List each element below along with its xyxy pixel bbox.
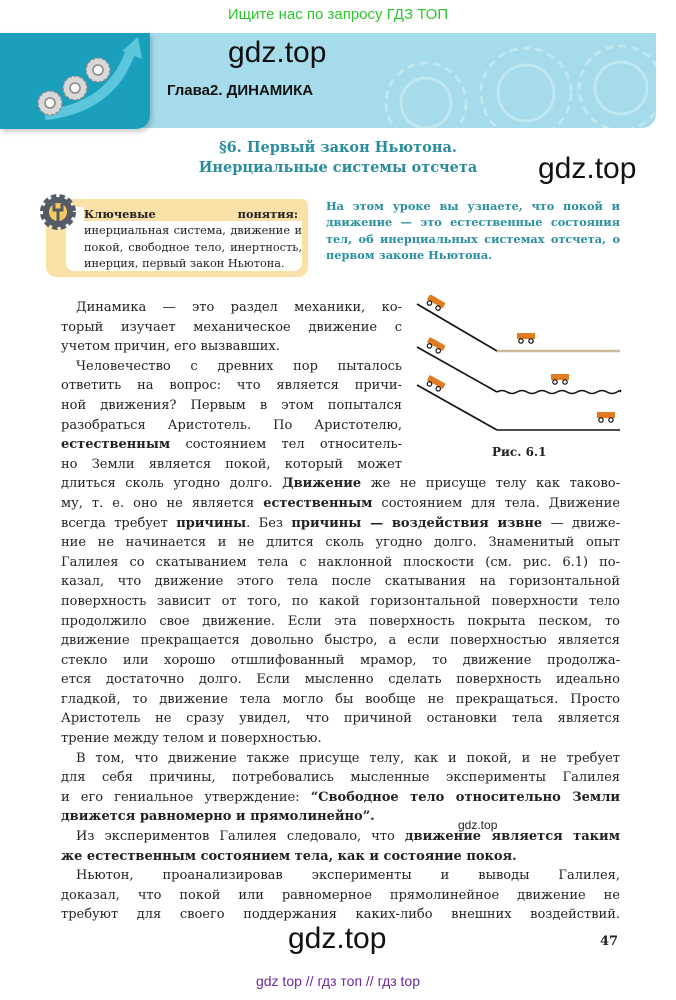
text-line bbox=[61, 768, 620, 788]
bold-term: Движение bbox=[282, 476, 362, 492]
bold-term: движение является таким bbox=[404, 829, 620, 845]
text-segment: всегда требует bbox=[61, 515, 177, 531]
bold-term: естественным bbox=[263, 495, 373, 511]
text-segment: торый изучает механическое движение с bbox=[61, 319, 402, 335]
text-segment: Ньютон, проанализировав эксперименты и выводы Галилея, bbox=[76, 868, 620, 884]
text-segment: Аристотель не сразу увидел, что причиной остановки тела является bbox=[61, 711, 620, 727]
text-segment: Из экспериментов Галилея следовало, что bbox=[76, 829, 405, 845]
text-line bbox=[61, 690, 620, 710]
text-segment: состоянием тел относитель- bbox=[170, 437, 402, 453]
bold-term: же естественным состоянием тела, как и состояние покоя. bbox=[61, 848, 517, 864]
text-line bbox=[61, 749, 620, 769]
text-segment: состоянием для тела. Движение bbox=[372, 495, 620, 511]
text-segment: длиться сколь угодно долго. bbox=[61, 476, 283, 492]
text-line bbox=[61, 886, 620, 906]
text-segment: продолжило свое движение. Если эта поверхность покрыта песком, то bbox=[61, 613, 620, 629]
key-concepts-label: Ключевые понятия: bbox=[84, 207, 302, 221]
watermark: gdz.top bbox=[228, 36, 327, 69]
chapter-title: Глава2. ДИНАМИКА bbox=[167, 82, 314, 99]
text-segment: Галилея со скатыванием тела с наклонной плоскости (см. рис. 6.1) по- bbox=[61, 554, 620, 570]
text-line bbox=[61, 788, 620, 808]
text-line bbox=[61, 337, 402, 357]
text-segment: Динамика — это раздел механики, ко- bbox=[76, 300, 402, 315]
bold-term: причины — воздействия извне bbox=[291, 515, 543, 531]
text-line bbox=[61, 494, 620, 514]
text-line bbox=[61, 474, 620, 494]
text-segment: му, т. е. оно не является bbox=[61, 495, 264, 511]
text-line bbox=[61, 847, 620, 867]
text-line bbox=[61, 807, 620, 827]
text-segment: для себя причины, потребовались мысленные эксперименты Галилея bbox=[61, 770, 620, 786]
text-line bbox=[61, 670, 620, 690]
text-line bbox=[61, 416, 402, 436]
text-segment: трение между телом и поверхностью. bbox=[61, 731, 322, 747]
bold-term: причины bbox=[176, 515, 247, 531]
text-segment: поверхность зависит от того, по какой горизонтальной поверхности тело bbox=[61, 593, 620, 609]
text-line bbox=[61, 357, 402, 377]
chapter-banner bbox=[140, 33, 656, 128]
text-line bbox=[61, 827, 620, 847]
text-segment: но Земли является покой, который может bbox=[61, 456, 402, 472]
text-segment: ответить на вопрос: что является причи- bbox=[61, 378, 402, 394]
footer-links[interactable]: gdz top // гдз топ // гдз top bbox=[255, 973, 421, 989]
watermark: gdz.top bbox=[288, 922, 387, 955]
text-segment: ной движения? Первым в этом попытался bbox=[61, 397, 402, 413]
text-segment: стекло или хорошо отшлифованный мрамор, то движение продолжа- bbox=[61, 652, 620, 668]
bold-term: движется равномерно и прямолинейно”. bbox=[61, 809, 375, 825]
watermark: gdz.top bbox=[538, 152, 637, 185]
text-segment: же не присуще телу как таково- bbox=[361, 476, 621, 492]
text-segment: гладкой, то движение тела могло бы вообще не прекращаться. Просто bbox=[61, 691, 620, 707]
watermark-small: gdz.top bbox=[458, 818, 498, 832]
text-line bbox=[61, 396, 402, 416]
text-segment: движение прекращается довольно быстро, а если поверхностью является bbox=[61, 633, 620, 649]
chapter-logo bbox=[0, 33, 150, 129]
gears-arrow-icon bbox=[0, 33, 150, 129]
text-line bbox=[61, 455, 402, 475]
text-line bbox=[61, 514, 620, 534]
bold-term: естественным bbox=[61, 437, 171, 453]
text-segment: разобраться Аристотель. По Аристотелю, bbox=[61, 417, 402, 433]
text-segment: В том, что движение также присуще телу, как и покой, и не требует bbox=[76, 750, 620, 766]
text-line bbox=[61, 435, 402, 455]
figure-caption: Рис. 6.1 bbox=[492, 445, 547, 459]
text-segment: . Без bbox=[246, 515, 292, 531]
key-concepts-text: Ключевые понятия: инерциальная система, движение и покой, свободное тело, инертность, инерция, первый закон Ньютона. bbox=[84, 207, 302, 271]
text-line bbox=[61, 709, 620, 729]
page-number: 47 bbox=[600, 934, 619, 949]
text-line bbox=[61, 298, 402, 318]
text-line bbox=[61, 592, 620, 612]
text-line bbox=[61, 553, 620, 573]
gear-wrench-icon bbox=[38, 192, 78, 232]
text-line bbox=[61, 612, 620, 632]
text-line bbox=[61, 318, 402, 338]
section-title-line2: Инерциальные системы отсчета bbox=[198, 159, 478, 176]
text-line bbox=[61, 631, 620, 651]
text-segment: казал, что движение этого тела после скатывания на горизонтальной bbox=[61, 574, 620, 590]
body-text bbox=[61, 298, 620, 925]
text-line bbox=[61, 866, 620, 886]
text-line bbox=[61, 572, 620, 592]
text-segment: требуют для своего поддержания каких-либо внешних воздействий. bbox=[61, 907, 620, 923]
gears-pattern-icon bbox=[356, 33, 656, 128]
text-segment: ется достаточно долго. Если мысленно сделать поверхность идеально bbox=[61, 672, 620, 688]
text-segment: ние не начинается и не длится сколь угодно долго. Знаменитый опыт bbox=[61, 535, 620, 551]
text-segment: доказал, что покой или равномерное прямолинейное движение не bbox=[61, 887, 620, 903]
section-title-line1: §6. Первый закон Ньютона. bbox=[219, 139, 457, 156]
text-segment: учетом причин, его вызвавших. bbox=[61, 339, 280, 355]
text-line bbox=[61, 533, 620, 553]
bold-term: “Свободное тело относительно Земли bbox=[310, 789, 620, 805]
text-segment: — движе- bbox=[542, 515, 620, 531]
text-segment: Человечество с древних пор пыталось bbox=[76, 358, 402, 374]
top-note: Ищите нас по запросу ГДЗ ТОП bbox=[227, 6, 449, 23]
text-line bbox=[61, 729, 620, 749]
text-line bbox=[61, 376, 402, 396]
text-line bbox=[61, 651, 620, 671]
text-segment: и его гениальное утверждение: bbox=[61, 789, 311, 805]
lesson-intro: На этом уроке вы узнаете, что покой и движение — это естественные состояния тел, об инерциальных системах отсчета, о первом законе Ньютона. bbox=[326, 199, 620, 263]
